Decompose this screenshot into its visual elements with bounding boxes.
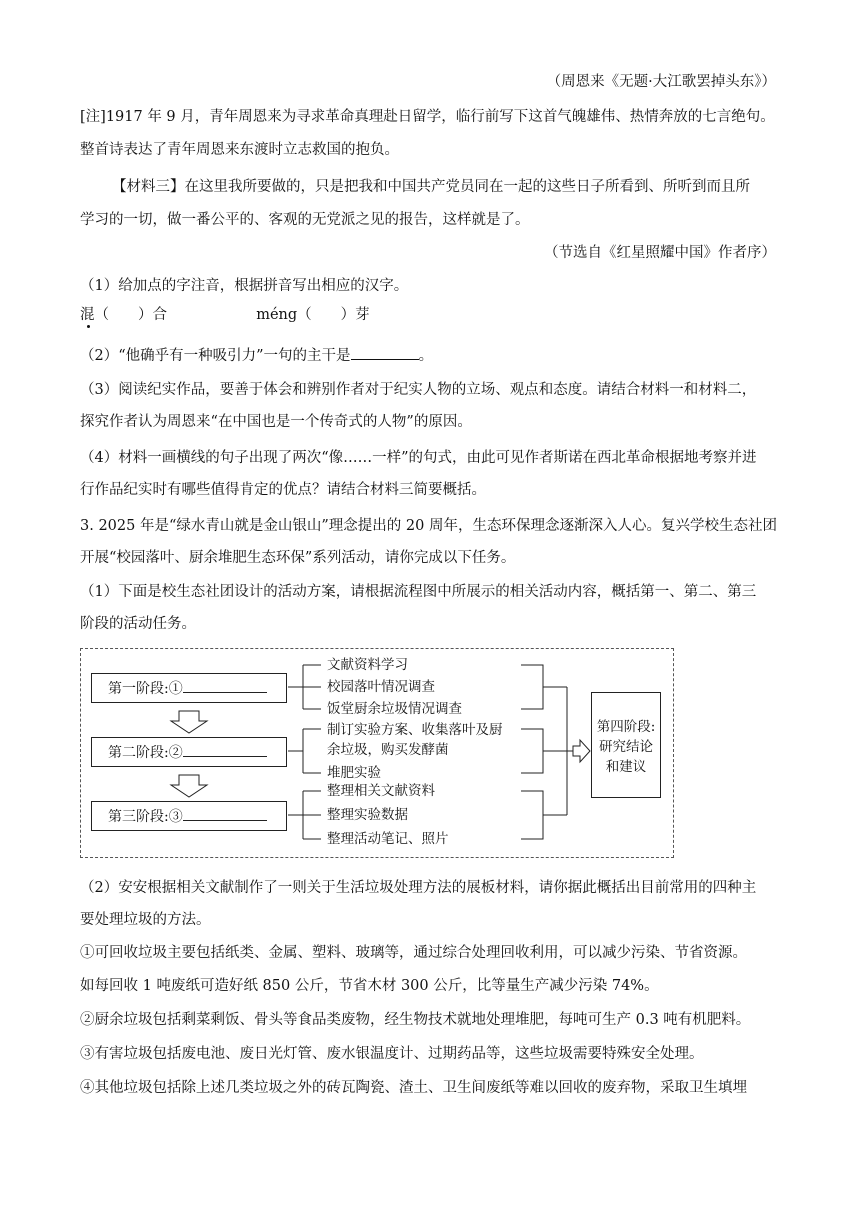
stage-3-box <box>91 801 287 831</box>
stage-4-box <box>591 692 661 798</box>
stage-1-label: 第一阶段:① <box>108 681 183 697</box>
problem-3: 开展“校园落叶、厨余堆肥生态环保”系列活动，请你完成以下任务。 <box>80 550 516 566</box>
note-line: [注]1917 年 9 月，青年周恩来为寻求革命真理赴日留学，临行前写下这首气魄雄伟、热情奔放的七言绝句。 <box>80 109 775 125</box>
stage-1-box <box>91 673 287 703</box>
question-2-text: （2）“他确乎有一种吸引力”一句的主干是 <box>80 348 351 364</box>
q1-blank-2: méng（ ）芽 <box>256 307 370 323</box>
stage-2-box <box>91 737 287 767</box>
stage-1-item: 饭堂厨余垃圾情况调查 <box>327 701 462 717</box>
material-item-1: 如每回收 1 吨废纸可造好纸 850 公斤，节省木材 300 公斤，比等量生产减少污染 74%。 <box>80 978 659 994</box>
q1-blank-1: （ ）合 <box>94 307 167 323</box>
problem-3-question-2: （2）安安根据相关文献制作了一则关于生活垃圾处理方法的展板材料，请你据此概括出目前常用的四种主 <box>80 880 757 896</box>
stage-4-label: 第四阶段: <box>596 719 656 735</box>
stage-1-item: 文献资料学习 <box>327 657 408 673</box>
stage-1-blank[interactable] <box>183 676 267 693</box>
material-item-2: ②厨余垃圾包括剩菜剩饭、骨头等食品类废物，经生物技术就地处理堆肥，每吨可生产 0.3 吨有机肥料。 <box>80 1012 751 1028</box>
question-4: 行作品纪实时有哪些值得肯定的优点？请结合材料三简要概括。 <box>80 482 486 498</box>
problem-3-question-2: 要处理垃圾的方法。 <box>80 912 211 928</box>
answer-blank[interactable] <box>351 345 419 360</box>
question-1-items <box>80 305 370 325</box>
stage-2-item: 制订实验方案、收集落叶及厨 <box>327 722 503 738</box>
stage-3-blank[interactable] <box>183 804 267 821</box>
problem-3-question-1: 阶段的活动任务。 <box>80 616 196 632</box>
stage-4-label: 和建议 <box>605 759 647 775</box>
problem-3: 3. 2025 年是“绿水青山就是金山银山”理念提出的 20 周年，生态环保理念逐渐深入人心。复兴学校生态社团 <box>80 518 777 534</box>
material-item-3: ③有害垃圾包括废电池、废日光灯管、废水银温度计、过期药品等，这些垃圾需要特殊安全处理。 <box>80 1046 704 1062</box>
note-line: 整首诗表达了青年周恩来东渡时立志救国的抱负。 <box>80 142 399 158</box>
stage-2-blank[interactable] <box>183 740 267 757</box>
problem-3-question-1: （1）下面是校生态社团设计的活动方案，请根据流程图中所展示的相关活动内容，概括第一、第二、第三 <box>80 584 757 600</box>
question-4: （4）材料一画横线的句子出现了两次“像……一样”的句式，由此可见作者斯诺在西北革命根据地考察并进 <box>80 450 757 466</box>
question-2-end: 。 <box>418 348 434 364</box>
dotted-char: 混 <box>80 307 95 323</box>
stage-2-label: 第二阶段:② <box>108 745 183 761</box>
question-2 <box>80 345 433 366</box>
material-item-4: ④其他垃圾包括除上述几类垃圾之外的砖瓦陶瓷、渣土、卫生间废纸等难以回收的废弃物，采取卫生填埋 <box>80 1080 747 1096</box>
stage-1-item: 校园落叶情况调查 <box>327 679 435 695</box>
stage-3-item: 整理实验数据 <box>327 807 408 823</box>
material3-text: 学习的一切，做一番公平的、客观的无党派之见的报告，这样就是了。 <box>80 212 530 228</box>
stage-4-label: 研究结论 <box>599 739 653 755</box>
material3-text: 【材料三】在这里我所要做的，只是把我和中国共产党员同在一起的这些日子所看到、所听到而且所 <box>112 179 750 195</box>
stage-2-item: 堆肥实验 <box>327 765 381 781</box>
question-3: （3）阅读纪实作品，要善于体会和辨别作者对于纪实人物的立场、观点和态度。请结合材料一和材料二， <box>80 382 757 398</box>
stage-3-label: 第三阶段:③ <box>108 809 183 825</box>
question-1: （1）给加点的字注音，根据拼音写出相应的汉字。 <box>80 278 409 294</box>
stage-3-item: 整理活动笔记、照片 <box>327 831 449 847</box>
activity-flowchart <box>80 648 674 858</box>
poem-source: （周恩来《无题·大江歌罢掉头东》） <box>546 74 776 90</box>
stage-3-item: 整理相关文献资料 <box>327 783 435 799</box>
material-item-1: ①可回收垃圾主要包括纸类、金属、塑料、玻璃等，通过综合处理回收利用，可以减少污染、节省资源。 <box>80 945 747 961</box>
material3-source: （节选自《红星照耀中国》作者序） <box>544 245 776 261</box>
stage-2-item: 余垃圾，购买发酵菌 <box>327 742 449 758</box>
question-3: 探究作者认为周恩来“在中国也是一个传奇式的人物”的原因。 <box>80 414 472 430</box>
